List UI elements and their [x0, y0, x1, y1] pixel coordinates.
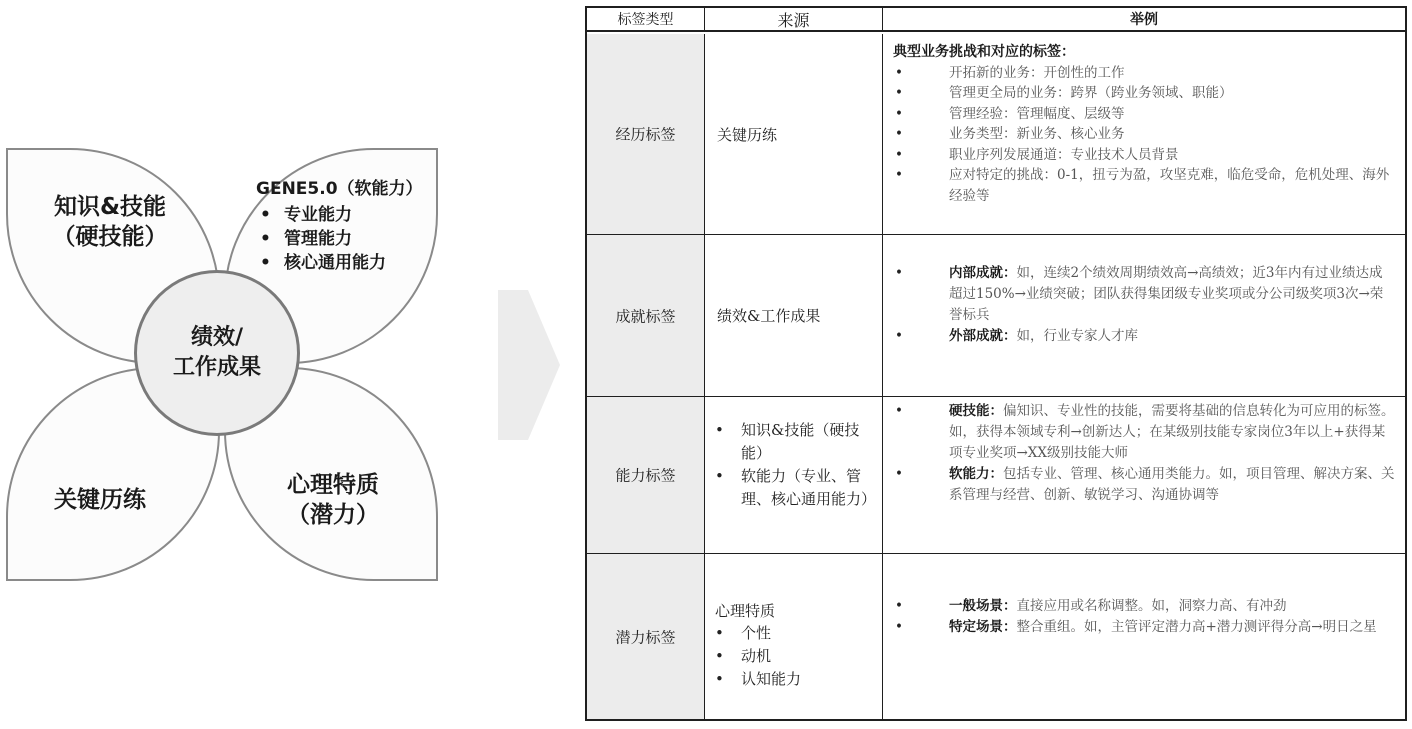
- tag-type-label: 潜力标签: [615, 628, 676, 646]
- example-item: • 管理更全局的业务：跨界（跨业务领域、职能）: [893, 83, 1395, 104]
- example-item-label: 软能力：: [949, 466, 1003, 482]
- example-item-text: 整合重组。如，主管评定潜力高+潜力测评得分高→明日之星: [1016, 619, 1377, 635]
- source-cell: [705, 235, 883, 396]
- example-item: [893, 617, 1395, 638]
- source-label: 关键历练: [717, 126, 778, 144]
- example-content: [893, 596, 1395, 638]
- example-item-text: 直接应用或名称调整。如，洞察力高、有冲劲: [1016, 598, 1287, 614]
- tag-types-table: [585, 6, 1407, 721]
- tag-type-cell: [587, 554, 705, 719]
- petal-knowledge-skills-label: 知识&技能 （硬技能）: [52, 194, 168, 250]
- soft-skill-item: • 专业能力: [256, 203, 446, 227]
- soft-skills-list: [256, 203, 446, 275]
- header-example: 举例: [883, 8, 1405, 30]
- example-item-text: 如，连续2个绩效周期绩效高→高绩效；近3年内有过业绩达成超过150%→业绩突破；团队获得集团级专业奖项或分公司级奖项3次→荣誉标兵: [949, 265, 1384, 323]
- competency-model-diagram: [0, 0, 460, 729]
- source-label: 绩效&工作成果: [717, 307, 821, 325]
- example-cell: [883, 34, 1405, 234]
- center-performance-circle: [134, 270, 300, 436]
- tag-type-cell: [587, 397, 705, 553]
- tag-type-label: 能力标签: [615, 466, 676, 485]
- source-cell: [705, 34, 883, 234]
- example-item: • 职业序列发展通道：专业技术人员背景: [893, 145, 1395, 166]
- soft-skill-item: • 核心通用能力: [256, 251, 446, 275]
- example-item: • 业务类型：新业务、核心业务: [893, 124, 1395, 145]
- example-item-label: 外部成就：: [949, 328, 1017, 344]
- example-list: [893, 596, 1395, 638]
- example-item-text: 如，行业专家人才库: [1016, 328, 1138, 344]
- tag-type-label: 经历标签: [615, 125, 676, 144]
- example-item: • 开拓新的业务：开创性的工作: [893, 63, 1395, 84]
- soft-skill-item: • 管理能力: [256, 227, 446, 251]
- source-item: • 认知能力: [715, 668, 875, 691]
- example-item: [893, 326, 1395, 347]
- right-arrow-icon: [498, 290, 560, 440]
- tag-type-cell: [587, 235, 705, 396]
- source-title: 心理特质: [715, 602, 776, 620]
- source-cell: [705, 397, 883, 553]
- example-cell: [883, 397, 1405, 553]
- example-item-label: 特定场景：: [949, 619, 1017, 635]
- header-source: 来源: [705, 8, 883, 30]
- petal-soft-skills-title: GENE5.0（软能力）: [256, 179, 423, 199]
- table-row: [587, 554, 1405, 719]
- center-performance-label: 绩效/ 工作成果: [172, 325, 261, 380]
- source-item: • 动机: [715, 645, 875, 668]
- example-item-label: 硬技能：: [949, 403, 1003, 419]
- header-tag-type: 标签类型: [587, 8, 705, 30]
- example-item-label: 内部成就：: [949, 265, 1017, 281]
- source-item: • 知识&技能（硬技能）: [715, 419, 875, 465]
- example-list: [893, 63, 1395, 207]
- example-cell: [883, 235, 1405, 396]
- tag-type-cell: [587, 34, 705, 234]
- example-item: • 应对特定的挑战：0-1，扭亏为盈，攻坚克难，临危受命，危机处理、海外经验等: [893, 165, 1395, 206]
- example-item: [893, 401, 1395, 464]
- example-item: [893, 464, 1395, 506]
- table-header-row: [587, 8, 1405, 32]
- example-item-text: 包括专业、管理、核心通用类能力。如，项目管理、解决方案、关系管理与经营、创新、敏锐学习、沟通协调等: [949, 466, 1395, 503]
- tag-type-label: 成就标签: [615, 307, 676, 325]
- example-item: • 管理经验：管理幅度、层级等: [893, 104, 1395, 125]
- example-item: [893, 596, 1395, 617]
- example-content: [893, 42, 1395, 206]
- example-list: [893, 263, 1395, 347]
- petal-soft-skills-content: [256, 177, 446, 275]
- petal-key-experience-label: 关键历练: [54, 487, 146, 513]
- petal-psychological-traits-label: 心理特质 （潜力）: [287, 472, 379, 528]
- source-cell: [705, 554, 883, 719]
- source-item: • 个性: [715, 622, 875, 645]
- table-row: [587, 34, 1405, 235]
- source-item: • 软能力（专业、管理、核心通用能力）: [715, 465, 875, 511]
- example-content: [893, 263, 1395, 347]
- source-list: [715, 622, 875, 691]
- example-item-label: 一般场景：: [949, 598, 1017, 614]
- source-list: [715, 419, 875, 511]
- table-row: [587, 397, 1405, 554]
- example-item: [893, 263, 1395, 326]
- example-list: [893, 401, 1395, 506]
- table-row: [587, 235, 1405, 397]
- example-cell: [883, 554, 1405, 719]
- example-item-text: 偏知识、专业性的技能，需要将基础的信息转化为可应用的标签。如，获得本领域专利→创新达人；在某级别技能专家岗位3年以上+获得某项专业奖项→XX级别技能大师: [949, 403, 1395, 461]
- example-heading: 典型业务挑战和对应的标签：: [893, 44, 1075, 60]
- example-content: [893, 401, 1395, 506]
